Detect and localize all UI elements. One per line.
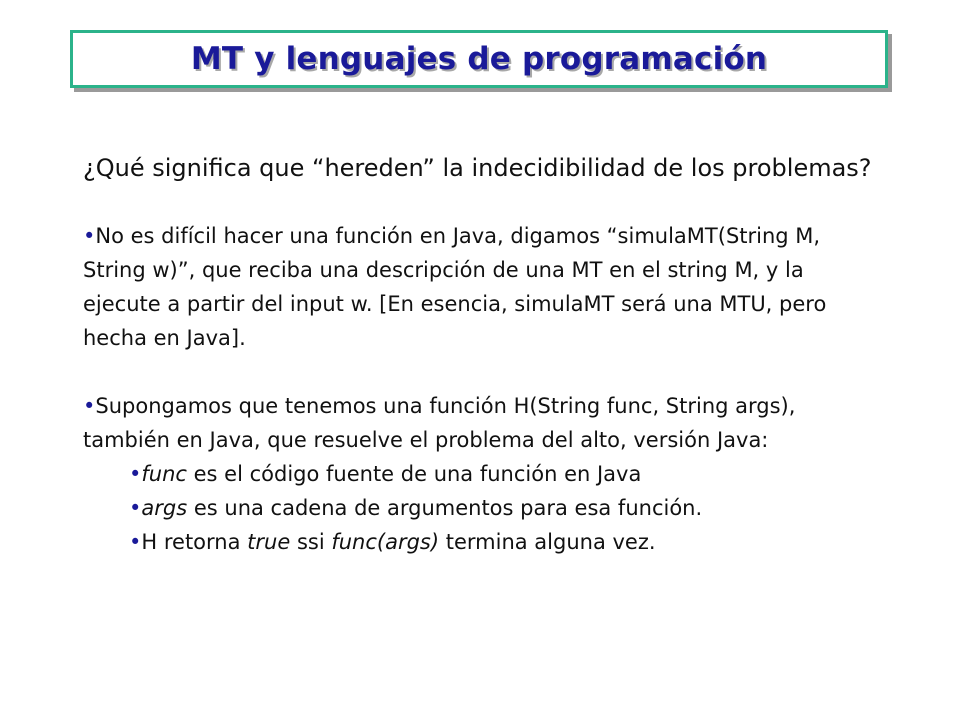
question-text: ¿Qué significa que “hereden” la indecidibilidad de los problemas? bbox=[83, 154, 872, 182]
bullet-simulaMT-text: No es difícil hacer una función en Java, digamos “simulaMT(String M, String w)”, que reciba una descripción de una MT en el string M, y la ejecute a partir del input w. [En esencia, simulaMT será una MTU, pero hecha en Java]. bbox=[83, 224, 827, 350]
bullet-simulaMT bbox=[83, 219, 873, 355]
sub-bullet-returns-func-args: func(args) bbox=[331, 530, 440, 554]
bullet-halting bbox=[83, 389, 873, 457]
sub-bullet-args-italic: args bbox=[141, 496, 188, 520]
bullet-mark: • bbox=[129, 462, 142, 486]
sub-bullet-args bbox=[83, 491, 873, 525]
sub-bullet-func-italic: func bbox=[141, 462, 187, 486]
sub-bullet-func bbox=[83, 457, 873, 491]
slide-content bbox=[83, 151, 873, 559]
bullet-mark: • bbox=[129, 530, 142, 554]
bullet-mark: • bbox=[83, 394, 96, 418]
sub-bullet-returns-part3: termina alguna vez. bbox=[439, 530, 656, 554]
sub-bullet-returns-part2: ssi bbox=[290, 530, 332, 554]
sub-bullet-returns bbox=[83, 525, 873, 559]
bullet-mark: • bbox=[83, 224, 96, 248]
bullet-halting-text: Supongamos que tenemos una función H(String func, String args), también en Java, que resuelve el problema del alto, versión Java: bbox=[83, 394, 796, 452]
sub-bullet-returns-part1: H retorna bbox=[141, 530, 248, 554]
sub-bullet-args-text: es una cadena de argumentos para esa función. bbox=[187, 496, 703, 520]
bullet-mark: • bbox=[129, 496, 142, 520]
sub-bullet-returns-true: true bbox=[247, 530, 291, 554]
slide-title: MT y lenguajes de programación bbox=[190, 41, 768, 77]
title-box bbox=[70, 30, 888, 88]
sub-bullet-func-text: es el código fuente de una función en Java bbox=[186, 462, 642, 486]
